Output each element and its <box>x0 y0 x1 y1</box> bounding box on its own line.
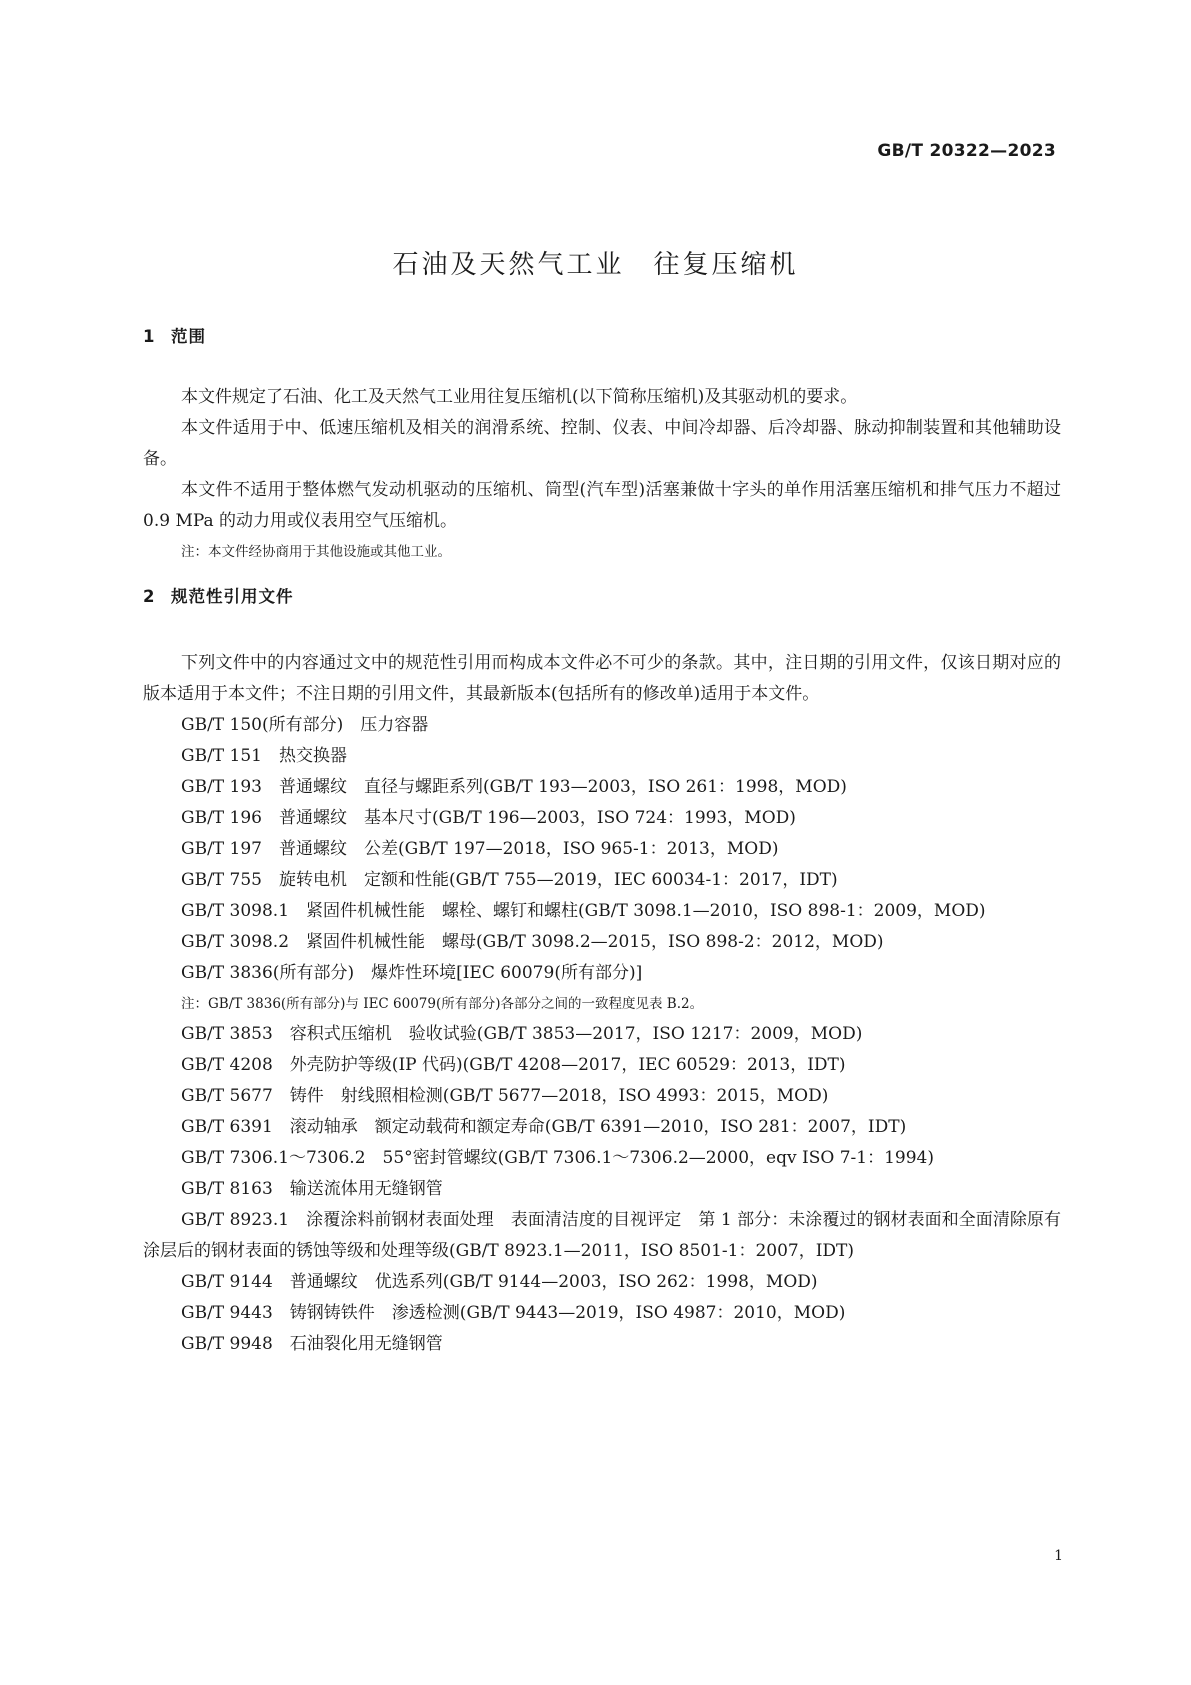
reference-item: GB/T 9144 普通螺纹 优选系列(GB/T 9144—2003，ISO 262：1998，MOD) <box>181 1272 818 1292</box>
reference-item: GB/T 4208 外壳防护等级(IP 代码)(GB/T 4208—2017，IEC 60529：2013，IDT) <box>181 1055 846 1075</box>
paragraph: 本文件不适用于整体燃气发动机驱动的压缩机、筒型(汽车型)活塞兼做十字头的单作用活塞压缩机和排气压力不超过 0.9 MPa 的动力用或仪表用空气压缩机。 <box>143 480 1061 531</box>
section-1-body <box>143 382 1061 567</box>
reference-item: GB/T 151 热交换器 <box>181 746 347 766</box>
paragraph: 本文件适用于中、低速压缩机及相关的润滑系统、控制、仪表、中间冷却器、后冷却器、脉动抑制装置和其他辅助设备。 <box>143 418 1061 469</box>
paragraph: 下列文件中的内容通过文中的规范性引用而构成本文件必不可少的条款。其中，注日期的引用文件，仅该日期对应的版本适用于本文件；不注日期的引用文件，其最新版本(包括所有的修改单)适用于本文件。 <box>143 653 1061 704</box>
reference-item: GB/T 7306.1～7306.2 55°密封管螺纹(GB/T 7306.1～7306.2—2000，eqv ISO 7-1：1994) <box>181 1148 934 1168</box>
section-1-title: 范围 <box>171 327 206 346</box>
reference-item: GB/T 3098.1 紧固件机械性能 螺栓、螺钉和螺柱(GB/T 3098.1—2010，ISO 898-1：2009，MOD) <box>181 901 986 921</box>
reference-item: GB/T 3836(所有部分) 爆炸性环境[IEC 60079(所有部分)] <box>181 963 643 983</box>
reference-item: GB/T 6391 滚动轴承 额定动载荷和额定寿命(GB/T 6391—2010，ISO 281：2007，IDT) <box>181 1117 907 1137</box>
section-1-heading <box>143 323 206 347</box>
reference-item: GB/T 193 普通螺纹 直径与螺距系列(GB/T 193—2003，ISO 261：1998，MOD) <box>181 777 847 797</box>
note: 注：本文件经协商用于其他设施或其他工业。 <box>181 544 451 560</box>
reference-item: GB/T 755 旋转电机 定额和性能(GB/T 755—2019，IEC 60034-1：2017，IDT) <box>181 870 838 890</box>
reference-item: GB/T 3098.2 紧固件机械性能 螺母(GB/T 3098.2—2015，ISO 898-2：2012，MOD) <box>181 932 884 952</box>
reference-item: GB/T 3853 容积式压缩机 验收试验(GB/T 3853—2017，ISO 1217：2009，MOD) <box>181 1024 863 1044</box>
reference-item: GB/T 8163 输送流体用无缝钢管 <box>181 1179 443 1199</box>
page-number: 1 <box>1054 1548 1063 1564</box>
paragraph: 本文件规定了石油、化工及天然气工业用往复压缩机(以下简称压缩机)及其驱动机的要求。 <box>181 387 858 407</box>
reference-item: GB/T 9443 铸钢铸铁件 渗透检测(GB/T 9443—2019，ISO 4987：2010，MOD) <box>181 1303 846 1323</box>
reference-item: GB/T 196 普通螺纹 基本尺寸(GB/T 196—2003，ISO 724：1993，MOD) <box>181 808 796 828</box>
reference-item: GB/T 5677 铸件 射线照相检测(GB/T 5677—2018，ISO 4993：2015，MOD) <box>181 1086 829 1106</box>
document-title: 石油及天然气工业 往复压缩机 <box>392 250 799 280</box>
section-1-number: 1 <box>143 327 156 346</box>
reference-item: GB/T 197 普通螺纹 公差(GB/T 197—2018，ISO 965-1：2013，MOD) <box>181 839 779 859</box>
section-2-title: 规范性引用文件 <box>171 587 294 606</box>
note: 注：GB/T 3836(所有部分)与 IEC 60079(所有部分)各部分之间的一致程度见表 B.2。 <box>181 996 704 1012</box>
section-2-heading <box>143 583 294 607</box>
standard-code: GB/T 20322—2023 <box>877 141 1056 161</box>
section-2-number: 2 <box>143 587 156 606</box>
reference-item: GB/T 8923.1 涂覆涂料前钢材表面处理 表面清洁度的目视评定 第 1 部分：未涂覆过的钢材表面和全面清除原有涂层后的钢材表面的锈蚀等级和处理等级(GB/T 8923.1—2011，ISO 8501-1：2007，IDT) <box>143 1210 1061 1261</box>
section-2-body <box>143 648 1061 1360</box>
reference-item: GB/T 9948 石油裂化用无缝钢管 <box>181 1334 443 1354</box>
reference-item: GB/T 150(所有部分) 压力容器 <box>181 715 429 735</box>
